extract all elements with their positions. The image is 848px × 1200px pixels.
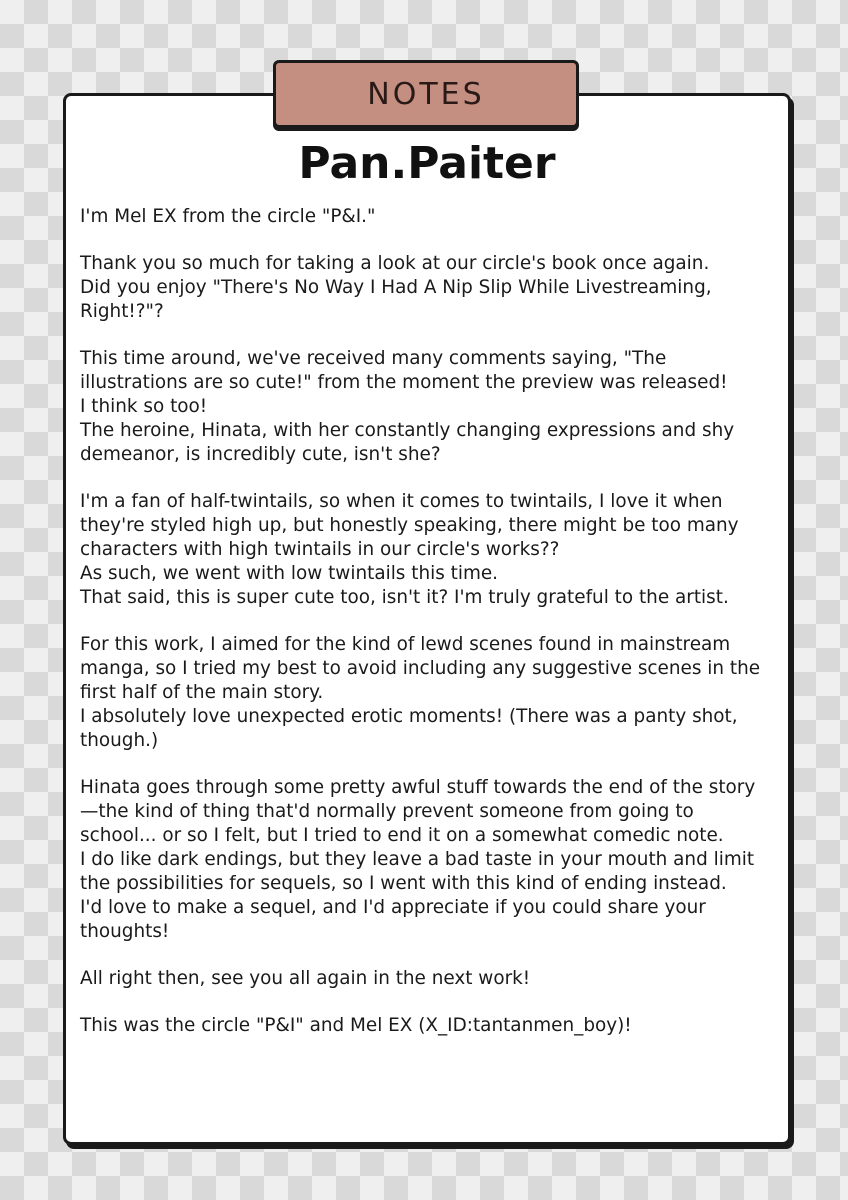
paragraph xyxy=(80,1014,770,1038)
paragraph xyxy=(80,490,770,610)
text-line: I'm a fan of half-twintails, so when it comes to twintails, I love it when they're styled high up, but honestly speaking, there might be too many characters with high twintails in our circle's works?? xyxy=(80,491,739,560)
text-line: Hinata goes through some pretty awful stuff towards the end of the story—the kind of thing that'd normally prevent someone from going to school... or so I felt, but I tried to end it on a somewhat comedic note. xyxy=(80,777,756,846)
text-line: I'd love to make a sequel, and I'd appreciate if you could share your thoughts! xyxy=(80,897,706,942)
text-line: This time around, we've received many comments saying, "The illustrations are so cute!" from the moment the preview was released! xyxy=(80,348,728,393)
text-line: The heroine, Hinata, with her constantly changing expressions and shy demeanor, is incredibly cute, isn't she? xyxy=(80,420,735,465)
text-line: As such, we went with low twintails this time. xyxy=(80,563,499,584)
notes-tab-label: NOTES xyxy=(273,60,579,128)
text-line: I do like dark endings, but they leave a bad taste in your mouth and limit the possibilities for sequels, so I went with this kind of ending instead. xyxy=(80,849,755,894)
text-line: All right then, see you all again in the next work! xyxy=(80,968,531,989)
text-line: This was the circle "P&I" and Mel EX (X_ID:tantanmen_boy)! xyxy=(80,1015,632,1036)
text-line: I absolutely love unexpected erotic moments! (There was a panty shot, though.) xyxy=(80,706,738,751)
paragraph xyxy=(80,347,770,467)
notes-body xyxy=(80,205,770,1061)
text-line: I think so too! xyxy=(80,396,208,417)
paragraph xyxy=(80,633,770,753)
text-line: That said, this is super cute too, isn't it? I'm truly grateful to the artist. xyxy=(80,587,729,608)
text-line: For this work, I aimed for the kind of lewd scenes found in mainstream manga, so I tried my best to avoid including any suggestive scenes in the first half of the main story. xyxy=(80,634,761,703)
text-line: Did you enjoy "There's No Way I Had A Nip Slip While Livestreaming, Right!?"? xyxy=(80,277,712,322)
paragraph xyxy=(80,776,770,944)
page-title: Pan.Paiter xyxy=(298,138,556,189)
text-line: Thank you so much for taking a look at our circle's book once again. xyxy=(80,253,710,274)
paragraph xyxy=(80,205,770,229)
paragraph xyxy=(80,252,770,324)
paragraph xyxy=(80,967,770,991)
text-line: I'm Mel EX from the circle "P&I." xyxy=(80,206,376,227)
